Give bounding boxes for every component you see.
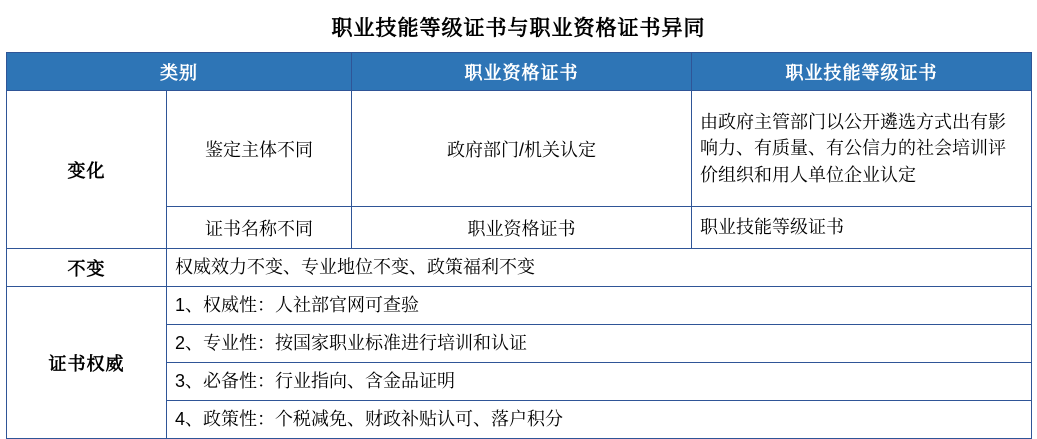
unchanged-text: 权威效力不变、专业地位不变、政策福利不变	[167, 249, 1032, 287]
table-row	[7, 249, 1032, 287]
page-title: 职业技能等级证书与职业资格证书异同	[331, 17, 706, 40]
subject-difference-qualification: 政府部门/机关认定	[352, 91, 692, 207]
table-row	[7, 91, 1032, 207]
section-label-unchanged: 不变	[7, 249, 167, 287]
subject-difference-label: 鉴定主体不同	[167, 91, 352, 207]
name-difference-label: 证书名称不同	[167, 207, 352, 249]
name-difference-skill-level: 职业技能等级证书	[692, 207, 1032, 249]
authority-item-2: 2、专业性：按国家职业标准进行培训和认证	[167, 325, 1032, 363]
name-difference-qualification: 职业资格证书	[352, 207, 692, 249]
table-body	[7, 91, 1032, 439]
subject-difference-skill-level: 由政府主管部门以公开遴选方式出有影响力、有质量、有公信力的社会培训评价组织和用人单位企业认定	[692, 91, 1032, 207]
table-row	[7, 287, 1032, 325]
comparison-table	[6, 52, 1032, 439]
header-row	[7, 53, 1032, 91]
section-label-authority: 证书权威	[7, 287, 167, 439]
authority-item-3: 3、必备性：行业指向、含金品证明	[167, 363, 1032, 401]
section-label-change: 变化	[7, 91, 167, 249]
header-skill-level-cert: 职业技能等级证书	[692, 53, 1032, 91]
table-header	[7, 53, 1032, 91]
authority-item-1: 1、权威性：人社部官网可查验	[167, 287, 1032, 325]
header-qualification-cert: 职业资格证书	[352, 53, 692, 91]
authority-item-4: 4、政策性：个税减免、财政补贴认可、落户积分	[167, 401, 1032, 439]
header-category: 类别	[7, 53, 352, 91]
